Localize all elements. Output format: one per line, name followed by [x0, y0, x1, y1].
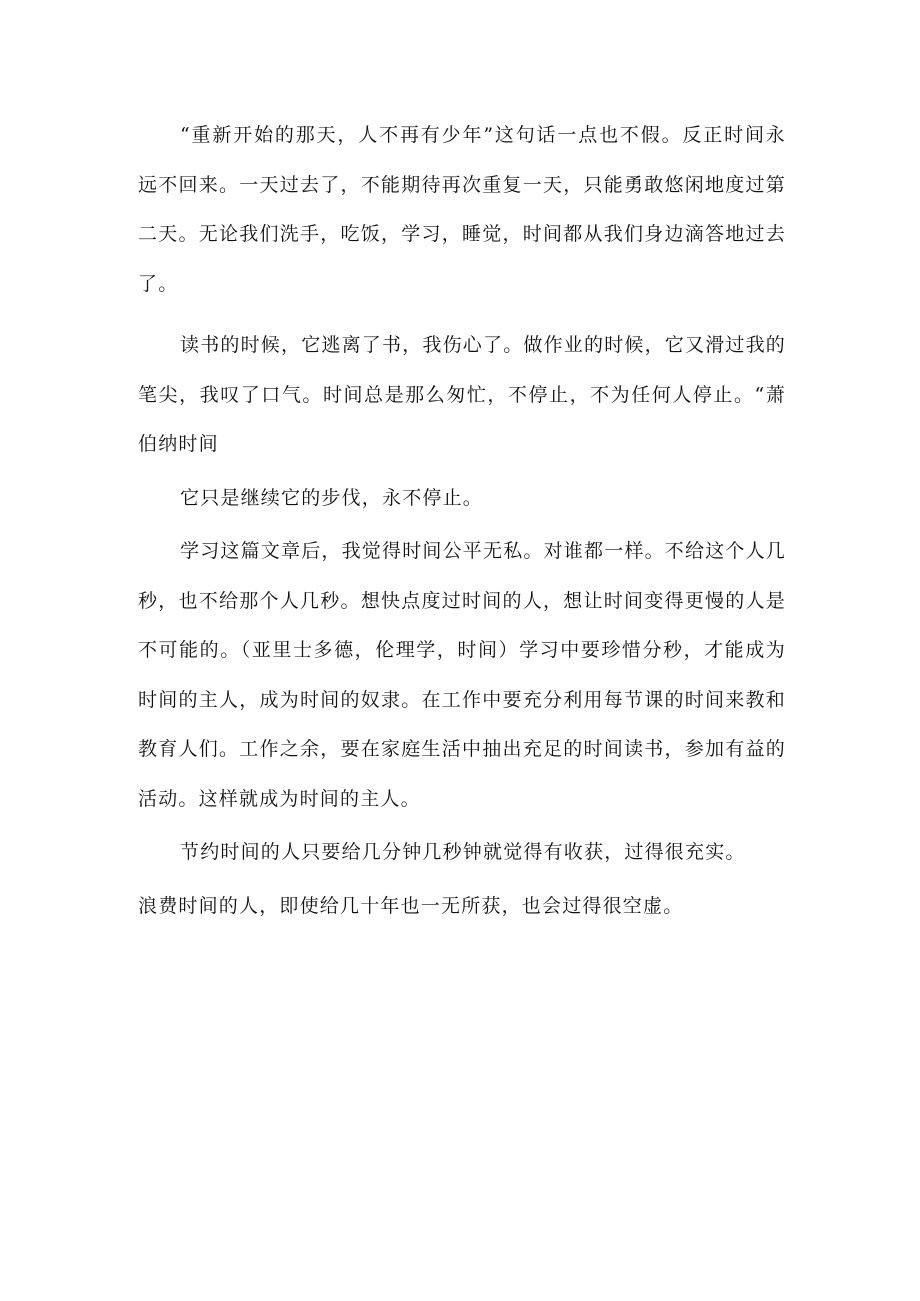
- paragraph-4: 学习这篇文章后，我觉得时间公平无私。对谁都一样。不给这个人几秒，也不给那个人几秒。想快点度过时间的人，想让时间变得更慢的人是不可能的。（亚里士多德，伦理学，时间）学习中要珍惜分秒，才能成为时间的主人，成为时间的奴隶。在工作中要充分利用每节课的时间来教和教育人们。工作之余，要在家庭生活中抽出充足的时间读书，参加有益的活动。这样就成为时间的主人。: [138, 540, 787, 810]
- paragraph-3: 它只是继续它的步伐，永不停止。: [180, 486, 484, 509]
- paragraph-2: 读书的时候，它逃离了书，我伤心了。做作业的时候，它又滑过我的笔尖，我叹了口气。时间总是那么匆忙，不停止，不为任何人停止。“萧伯纳时间: [138, 334, 787, 455]
- paragraph-5: 节约时间的人只要给几分钟几秒钟就觉得有收获，过得很充实。: [180, 841, 746, 863]
- paragraph-1: “重新开始的那天，人不再有少年”这句话一点也不假。反正时间永远不回来。一天过去了，不能期待再次重复一天，只能勇敢悠闲地度过第二天。无论我们洗手，吃饭，学习，睡觉，时间都从我们身边滴答地过去了。: [138, 124, 786, 295]
- document-body: [138, 111, 786, 931]
- paragraph-6: 浪费时间的人，即使给几十年也一无所获，也会过得很空虚。: [138, 894, 684, 917]
